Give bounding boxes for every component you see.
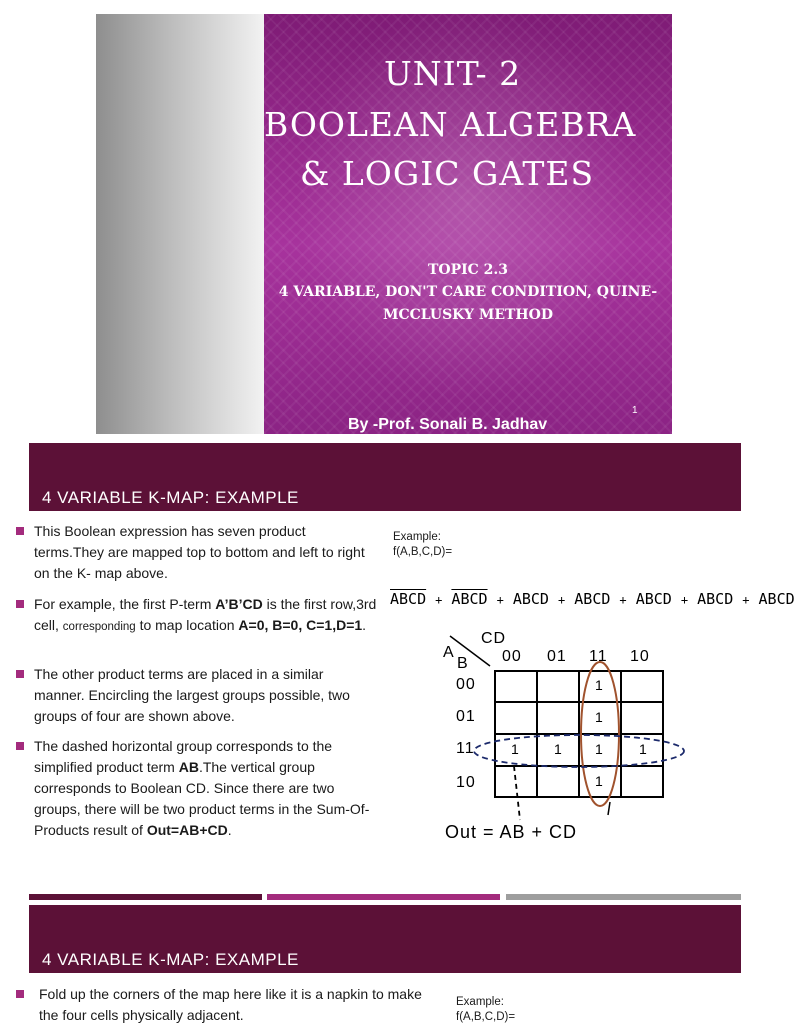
bullet-marker bbox=[16, 527, 24, 535]
k-map-row-var-b: B bbox=[457, 655, 469, 672]
title-line-3: & LOGIC GATES bbox=[300, 154, 595, 193]
bullet-marker bbox=[16, 600, 24, 608]
bullet-marker bbox=[16, 670, 24, 678]
expression-term: ABCD bbox=[512, 590, 549, 608]
slide2-bullet-3: The other product terms are placed in a similar manner. Encircling the largest groups possible, two groups of four are shown above. bbox=[34, 666, 350, 724]
divider-segment bbox=[506, 894, 741, 900]
k-map-col-var: CD bbox=[481, 630, 507, 647]
k-map-cell-one: 1 bbox=[595, 677, 603, 693]
plus-sign: + bbox=[496, 593, 504, 607]
expression-term: ABCD bbox=[574, 590, 611, 608]
divider-segment bbox=[29, 894, 262, 900]
slide3-header-band bbox=[29, 905, 741, 973]
slide2-heading: 4 VARIABLE K-MAP: EXAMPLE bbox=[42, 488, 299, 507]
k-map-cell-one: 1 bbox=[595, 709, 603, 725]
k-map-col-header: 01 bbox=[547, 648, 567, 665]
k-map-cell-one: 1 bbox=[554, 741, 562, 757]
bullet-marker bbox=[16, 990, 24, 998]
k-map-col-header: 10 bbox=[630, 648, 650, 665]
k-map-col-header: 11 bbox=[589, 648, 608, 665]
slide3-example-label: Example: bbox=[456, 996, 504, 1008]
slide3-heading: 4 VARIABLE K-MAP: EXAMPLE bbox=[42, 950, 299, 969]
slide3-function-label: f(A,B,C,D)= bbox=[456, 1011, 516, 1023]
title-line-1: UNIT- 2 bbox=[384, 54, 522, 93]
k-map-output: Out = AB + CD bbox=[445, 822, 578, 842]
slide-side-panel bbox=[96, 14, 264, 434]
k-map-row-header: 11 bbox=[456, 740, 475, 757]
expression-term: ABCD bbox=[758, 590, 795, 608]
k-map-cell-one: 1 bbox=[639, 741, 647, 757]
k-map bbox=[440, 630, 680, 845]
title-line-2: BOOLEAN ALGEBRA bbox=[264, 105, 637, 144]
k-map-row-header: 00 bbox=[456, 676, 476, 693]
k-map-row-header: 10 bbox=[456, 774, 476, 791]
expression-term: ABCD bbox=[697, 590, 734, 608]
slide-main-panel bbox=[264, 14, 672, 434]
expression-term: ABCD bbox=[451, 590, 488, 608]
slide2-function-label: f(A,B,C,D)= bbox=[393, 546, 453, 558]
plus-sign: + bbox=[742, 593, 750, 607]
topic-line-3: MCCLUSKY METHOD bbox=[383, 307, 553, 323]
k-map-row-var-a: A bbox=[443, 644, 455, 661]
title-slide bbox=[96, 14, 672, 434]
bullet-marker bbox=[16, 742, 24, 750]
slide-number: 1 bbox=[632, 405, 638, 416]
boolean-expression bbox=[390, 590, 795, 616]
expression-term: ABCD bbox=[390, 590, 427, 608]
plus-sign: + bbox=[435, 593, 443, 607]
k-map-row-header: 01 bbox=[456, 708, 476, 725]
slide3-bullet-1: Fold up the corners of the map here like it is a napkin to make the four cells physically adjacent. bbox=[39, 986, 422, 1023]
topic-line-1: TOPIC 2.3 bbox=[427, 262, 509, 278]
k-map-cell-one: 1 bbox=[595, 773, 603, 789]
slide2-bullet-4: The dashed horizontal group corresponds to the simplified product term AB.The vertical group corresponds to Boolean CD. Since there are two groups, there will be two product terms in the Sum-Of- Products result of Out=AB+CD. bbox=[34, 738, 370, 838]
expression-term: ABCD bbox=[635, 590, 672, 608]
k-map-arrow-to-cd bbox=[440, 630, 680, 845]
slide2-header-band bbox=[29, 443, 741, 511]
k-map-col-header: 00 bbox=[502, 648, 522, 665]
k-map-cell-one: 1 bbox=[595, 741, 603, 757]
divider-segment bbox=[267, 894, 500, 900]
plus-sign: + bbox=[558, 593, 566, 607]
k-map-cell-one: 1 bbox=[511, 741, 519, 757]
slide2-bullet-1: This Boolean expression has seven product terms.They are mapped top to bottom and left to right on the K- map above. bbox=[34, 523, 365, 581]
author-line: By -Prof. Sonali B. Jadhav bbox=[348, 416, 548, 433]
plus-sign: + bbox=[680, 593, 689, 607]
slide2-example-label: Example: bbox=[393, 531, 441, 543]
slide2-bullet-2: For example, the first P-term A’B’CD is the first row,3rd cell, corresponding to map location A=0, B=0, C=1,D=1. bbox=[34, 596, 377, 633]
topic-line-2: 4 VARIABLE, DON'T CARE CONDITION, QUINE- bbox=[278, 284, 658, 300]
plus-sign: + bbox=[619, 593, 627, 607]
